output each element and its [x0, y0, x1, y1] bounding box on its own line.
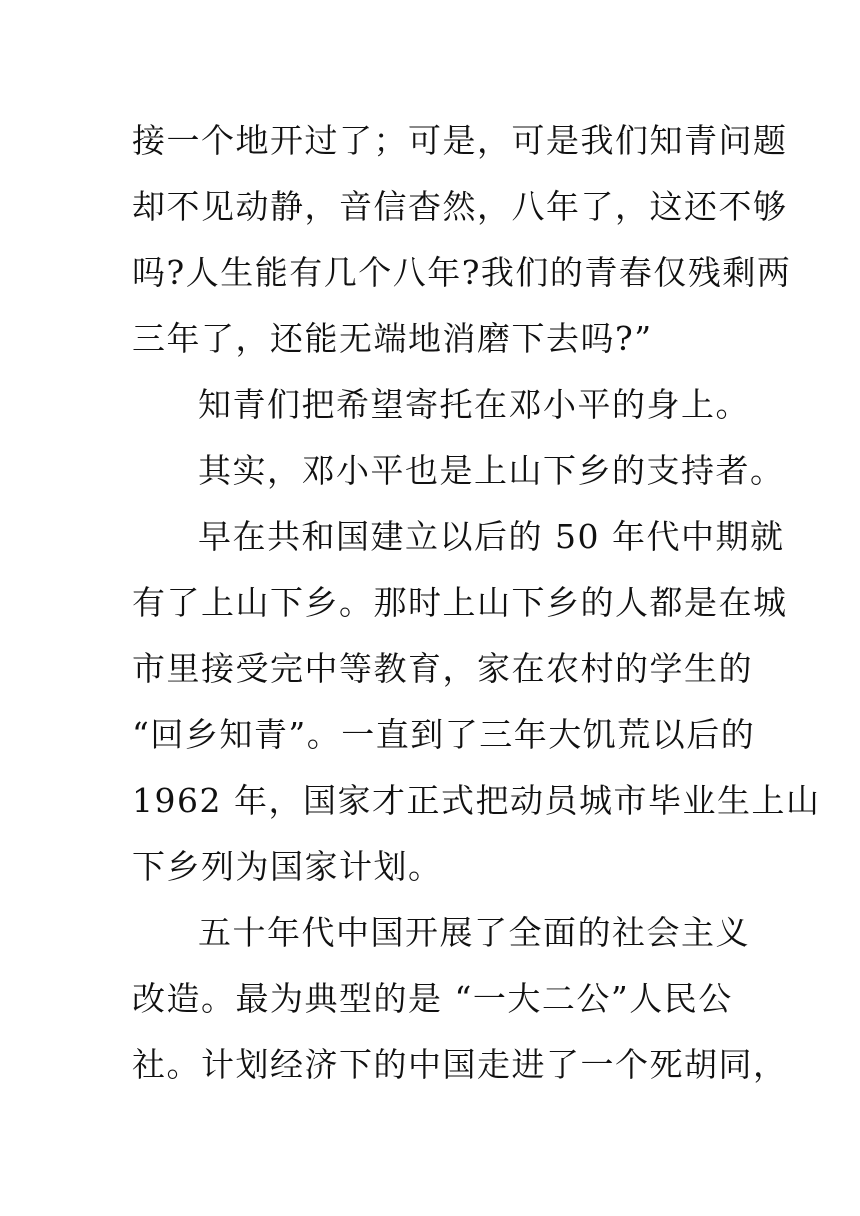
body-text	[132, 108, 821, 1098]
text-line: 1962 年，国家才正式把动员城市毕业生上山	[132, 781, 821, 820]
paragraph-first-line: 其实，邓小平也是上山下乡的支持者。	[198, 451, 785, 490]
text-line: 却不见动静，音信杳然，八年了，这还不够	[132, 187, 788, 226]
text-line: 有了上山下乡。那时上山下乡的人都是在城	[132, 583, 788, 622]
text-line: 吗?人生能有几个八年?我们的青春仅残剩两	[132, 253, 792, 292]
text-line: 接一个地开过了；可是，可是我们知青问题	[132, 121, 788, 160]
text-line: “回乡知青”。一直到了三年大饥荒以后的	[132, 715, 756, 754]
text-line: 改造。最为典型的是 “一大二公”人民公	[132, 979, 733, 1018]
text-line: 市里接受完中等教育，家在农村的学生的	[132, 649, 753, 688]
text-line: 社。计划经济下的中国走进了一个死胡同，	[132, 1045, 788, 1084]
paragraph-first-line: 早在共和国建立以后的 50 年代中期就	[198, 517, 785, 556]
paragraph-first-line: 知青们把希望寄托在邓小平的身上。	[198, 385, 750, 424]
text-line: 三年了，还能无端地消磨下去吗?”	[132, 319, 653, 358]
text-line: 下乡列为国家计划。	[132, 847, 443, 886]
paragraph-first-line: 五十年代中国开展了全面的社会主义	[198, 913, 750, 952]
